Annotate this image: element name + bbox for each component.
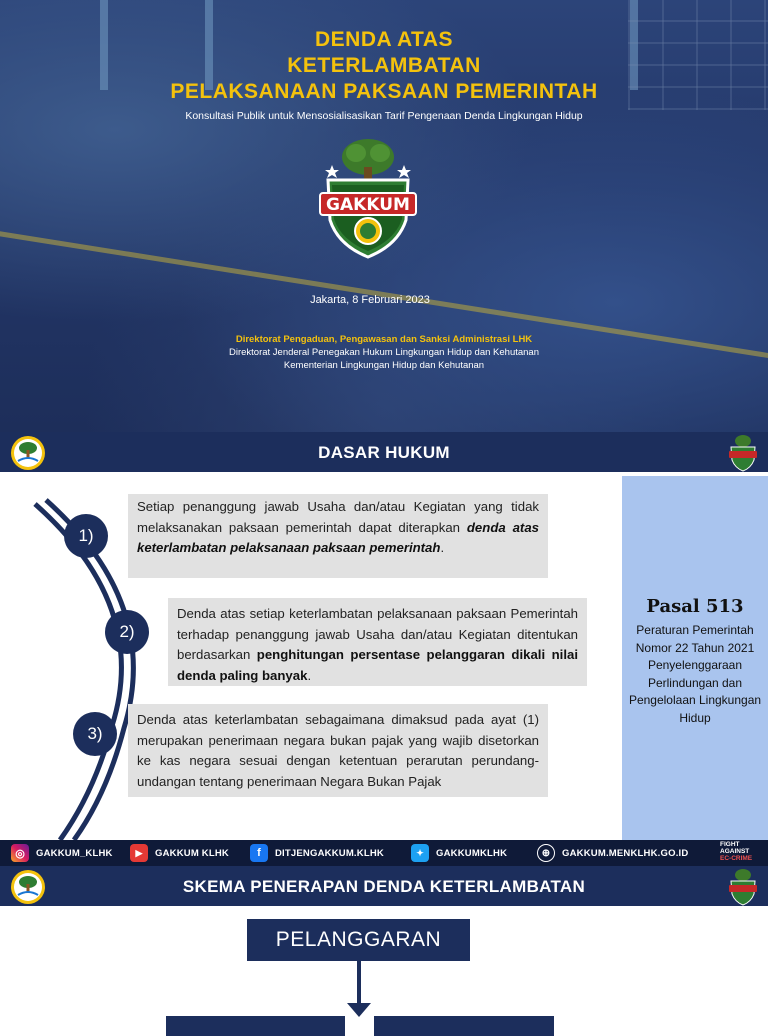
- cover-slide: [0, 0, 768, 432]
- card-2-end: .: [307, 667, 312, 683]
- badge-line-3: EC-CRIME: [720, 855, 753, 862]
- cover-directorate-general: Direktorat Jenderal Penegakan Hukum Lingkungan Hidup dan Kehutanan: [228, 347, 540, 358]
- gakkum-mini-logo-icon: [728, 434, 758, 472]
- cover-title-line-1: DENDA ATAS: [315, 28, 453, 51]
- social-footer: [0, 840, 768, 866]
- twitter-link[interactable]: [411, 844, 507, 862]
- skema-header: [0, 866, 768, 908]
- pasal-panel: [622, 476, 768, 840]
- cover-ministry: Kementerian Lingkungan Hidup dan Kehutanan: [283, 360, 485, 371]
- item-number-2: 2): [105, 610, 149, 654]
- pasal-title: Pasal 513: [646, 596, 744, 617]
- card-2-emphasis: penghitungan persentase pelanggaran dikali nilai denda paling banyak: [177, 647, 578, 683]
- globe-icon: ⊕: [537, 844, 555, 862]
- twitter-label: GAKKUMKLHK: [436, 847, 508, 859]
- dasar-hukum-card-2: [168, 598, 587, 686]
- fight-against-badge: [720, 841, 760, 865]
- badge-line-1: FIGHT: [720, 841, 740, 848]
- dasar-hukum-card-1: [128, 494, 548, 578]
- facebook-icon: f: [250, 844, 268, 862]
- skema-title: SKEMA PENERAPAN DENDA KETERLAMBATAN: [182, 877, 586, 896]
- badge-line-2: AGAINST: [720, 848, 750, 855]
- item-number-3: 3): [73, 712, 117, 756]
- youtube-label: GAKKUM KLHK: [155, 847, 229, 859]
- youtube-link[interactable]: [130, 844, 229, 862]
- card-1-emphasis: denda atas keterlambatan pelaksanaan paksaan pemerintah: [137, 519, 539, 555]
- facebook-link[interactable]: [250, 844, 384, 862]
- card-1-text: Setiap penanggung jawab Usaha dan/atau Kegiatan yang tidak melaksanakan paksaan pemerintah dapat diterapkan: [137, 499, 539, 535]
- cover-subtitle: Konsultasi Publik untuk Mensosialisasikan Tarif Pengenaan Denda Lingkungan Hidup: [185, 110, 583, 122]
- cover-title-line-3: PELAKSANAAN PAKSAAN PEMERINTAH: [170, 80, 598, 103]
- item-number-1: 1): [64, 514, 108, 558]
- gakkum-mini-logo-icon: [728, 868, 758, 906]
- dasar-hukum-header: [0, 432, 768, 474]
- card-1-end: .: [440, 540, 445, 555]
- cover-date: Jakarta, 8 Februari 2023: [310, 294, 430, 306]
- flow-box-left: [166, 1016, 345, 1036]
- instagram-link[interactable]: [11, 844, 113, 862]
- website-link[interactable]: [537, 844, 688, 862]
- instagram-icon: ◎: [11, 844, 29, 862]
- dasar-hukum-card-3: [128, 704, 548, 797]
- instagram-label: GAKKUM_KLHK: [36, 847, 113, 859]
- card-3-text: Denda atas keterlambatan sebagaimana dimaksud pada ayat (1) merupakan penerimaan negara bukan pajak yang wajib disetorkan ke kas negara sesuai dengan ketentuan perarutan perundang-undangan tentang penerimaan Negara Bukan Pajak: [137, 712, 539, 789]
- flow-arrow-head-icon: [347, 1003, 371, 1017]
- logo-text: GAKKUM: [326, 195, 410, 215]
- facebook-label: DITJENGAKKUM.KLHK: [275, 847, 384, 859]
- youtube-icon: ▶: [130, 844, 148, 862]
- flow-box-right: [374, 1016, 554, 1036]
- pelanggaran-box: PELANGGARAN: [247, 919, 470, 961]
- pasal-text: Peraturan Pemerintah Nomor 22 Tahun 2021 Penyelenggaraan Perlindungan dan Pengelolaan Lingkungan Hidup: [628, 623, 762, 725]
- flow-arrow-stem: [357, 961, 361, 1006]
- skema-body: [0, 910, 768, 1024]
- card-2-text: Denda atas setiap keterlambatan pelaksanaan paksaan Pemerintah terhadap penanggung jawab Usaha dan/atau Kegiatan ditentukan berdasarkan: [177, 606, 578, 662]
- cover-directorate: Direktorat Pengaduan, Pengawasan dan Sanksi Administrasi LHK: [235, 334, 533, 345]
- website-label: GAKKUM.MENKLHK.GO.ID: [562, 847, 689, 859]
- twitter-icon: ✦: [411, 844, 429, 862]
- gakkum-logo: [318, 135, 418, 260]
- dasar-hukum-title: DASAR HUKUM: [318, 443, 450, 462]
- cover-title-line-2: KETERLAMBATAN: [287, 54, 481, 77]
